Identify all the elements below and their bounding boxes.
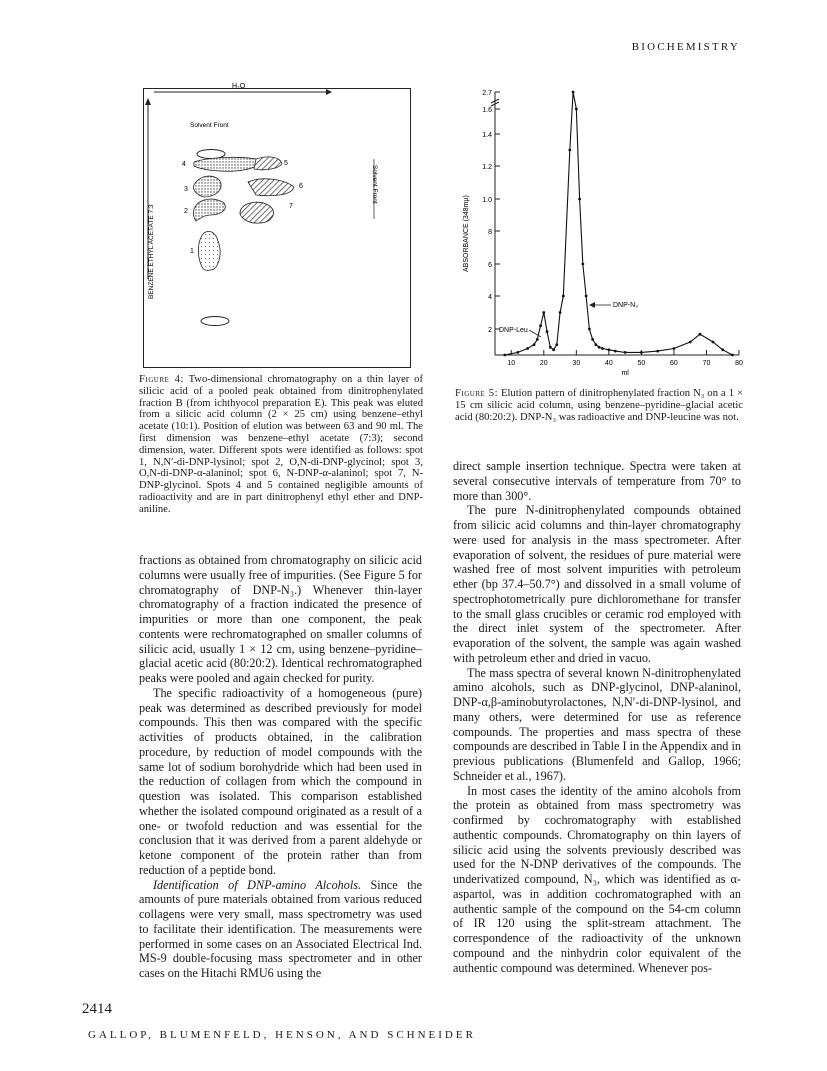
data-point: [539, 324, 542, 327]
y-axis-label: ABSORBANCE (348mμ): [463, 195, 470, 272]
data-point: [585, 295, 588, 298]
solvent-front-top-label: Solvent Front: [190, 122, 229, 129]
x-tick-label: 30: [572, 360, 581, 367]
left-column-text: [139, 553, 422, 981]
data-point: [552, 348, 555, 351]
data-point: [656, 350, 659, 353]
origin-top-spot: [197, 150, 225, 159]
paragraph: The pure N-dinitrophenylated compounds obtained from silicic acid columns and thin-layer chromatography were used for analysis in the mass spectrometer. After evaporation of solvent, the residues of pure material were washed free of most solvent impurities with petroleum ether (bp 37.4–50.7°) and dissolved in a small volume of spectrophotometrically pure dichloromethane for transfer to the small glass crucibles or ceramic rod employed with the direct inlet system of the spectrometer. After evaporation of the solvent, the sample was again washed with petroleum ether and dried in vacuo.: [453, 503, 741, 665]
data-point: [598, 346, 601, 349]
data-point: [699, 333, 702, 336]
x-tick-label: 50: [637, 360, 646, 367]
x-tick-label: 10: [507, 360, 516, 367]
spot-5: [254, 157, 282, 170]
svg-text:2: 2: [184, 208, 188, 215]
data-point: [601, 347, 604, 350]
y-tick-label: 1.4: [482, 132, 492, 139]
data-point: [546, 330, 549, 333]
data-point: [568, 149, 571, 152]
peak-label-arrowhead: [589, 302, 595, 308]
x-tick-label: 70: [702, 360, 711, 367]
data-point: [607, 348, 610, 351]
figure-4-chromatogram: [143, 83, 411, 368]
data-point: [689, 341, 692, 344]
data-point: [526, 347, 529, 350]
data-point: [673, 347, 676, 350]
paragraph: In most cases the identity of the amino alcohols from the protein as obtained from mass spectrometry was confirmed by cochromatography with established authentic compounds. Chromatography on thin layers of silicic acid using the solvents previously described was used for the N-DNP derivatives of the compounds. The underivatized compound, N₃, which was identified as α-aspartol, was in addition cochromatographed with an authentic sample of the compound on the 54-cm column of IR 120 using the split-stream attachment. The correspondence of the radioactivity of the unknown compound and the ninhydrin color equivalent of the authentic compound was determined. Whenever pos-: [453, 783, 741, 975]
x-axis-label: ml: [621, 370, 629, 377]
data-point: [562, 295, 565, 298]
series-line: [505, 92, 733, 355]
y-tick-label: 2.7: [482, 90, 492, 97]
y-tick-label: 1.0: [482, 197, 492, 204]
y-tick-label: 1.6: [482, 107, 492, 114]
spot-7: [240, 202, 274, 223]
paragraph: direct sample insertion technique. Spectra were taken at several consecutive intervals of temperature from 70° to more than 300°.: [453, 459, 741, 503]
y-tick-label: 8: [488, 229, 492, 236]
data-point: [559, 311, 562, 314]
x-tick-label: 80: [735, 360, 743, 367]
svg-text:5: 5: [284, 160, 288, 167]
origin-spot: [201, 317, 229, 326]
peak-label-dnp-leu: DNP-Leu: [499, 327, 528, 334]
solvent-front-side-label: Solvent Front: [371, 165, 378, 204]
data-point: [549, 346, 552, 349]
data-point: [624, 351, 627, 354]
data-point: [581, 263, 584, 266]
figure-5-caption: Figure 5: Elution pattern of dinitrophenylated fraction N₃ on a 1 × 15 cm silicic acid column, using benzene–pyridine–glacial acetic acid (80:20:2). DNP-N₃ was radioactive and DNP-leucine was not.: [455, 388, 743, 423]
y-tick-label: 2: [488, 327, 492, 334]
journal-header: BIOCHEMISTRY: [631, 41, 740, 53]
figure-5-chart: [455, 82, 745, 384]
svg-text:6: 6: [299, 183, 303, 190]
data-point: [533, 343, 536, 346]
x-tick-label: 40: [604, 360, 613, 367]
paragraph: Identification of DNP-amino Alcohols. Since the amounts of pure materials obtained from various reduced collagens were very small, mass spectrometry was used to facilitate their identification. The measurements were performed in some cases on an Associated Electrical Ind. MS-9 double-focusing mass spectrometer and in other cases on the Hitachi RMU6 using the: [139, 877, 422, 980]
data-point: [640, 351, 643, 354]
data-point: [555, 343, 558, 346]
data-point: [516, 351, 519, 354]
data-point: [572, 91, 575, 94]
first-dimension-label: BENZENE ETHYL ACETATE 7:3: [148, 204, 155, 299]
figure-4-caption: Figure 4: Two-dimensional chromatography on a thin layer of silicic acid of a pooled peak obtained from dinitrophenylated fraction B (from ichthyocol preparation E). This peak was eluted from a silicic acid column (2 × 25 cm) using benzene–ethyl acetate (10:1). Position of elution was between 63 and 90 ml. The first dimension was benzene–ethyl acetate (7:3); second dimension, water. Different spots were identified as follows: spot 1, N,N′-di-DNP-lysinol; spot 2, O,N-di-DNP-glycinol; spot 3, O,N-di-DNP-α-alaninol; spot 6, N-DNP-α-alaninol; spot 7, N-DNP-glycinol. Spots 4 and 5 contained negligible amounts of radioactivity and are in part dinitrophenyl ethyl ether and DNP-aniline.: [139, 374, 423, 515]
data-point: [721, 348, 724, 351]
x-tick-label: 20: [539, 360, 548, 367]
water-label: H₂O: [232, 83, 246, 90]
svg-text:7: 7: [289, 203, 293, 210]
y-tick-label: 6: [488, 262, 492, 269]
data-point: [614, 350, 617, 353]
elution-chart: [455, 82, 745, 384]
svg-text:4: 4: [182, 161, 186, 168]
data-point: [588, 328, 591, 331]
spot-1: [198, 231, 220, 270]
paragraph: fractions as obtained from chromatography on silicic acid columns were usually free of impurities. (See Figure 5 for chromatography of DNP-N₃.) Whenever thin-layer chromatography of a fraction indicated the presence of impurities or more than one component, the peak contents were rechromatographed on smaller columns of silicic acid, usually 1 × 12 cm, using benzene–pyridine–glacial acetic acid (80:20:2). Identical rechromatographed peaks were pooled and again checked for purity.: [139, 553, 422, 685]
spot-4: [194, 157, 258, 171]
y-tick-label: 4: [488, 294, 492, 301]
svg-text:3: 3: [184, 186, 188, 193]
section-heading: Identification of DNP-amino Alcohols.: [153, 877, 362, 892]
data-point: [591, 338, 594, 341]
data-point: [542, 311, 545, 314]
page-number: 2414: [82, 1001, 112, 1017]
data-point: [594, 343, 597, 346]
paragraph: The specific radioactivity of a homogeneous (pure) peak was determined as described previously for model compounds. This then was compared with the specific activities of products obtained, in the calibration procedure, by reduction of model compounds with the same lot of sodium borohydride which had been used in the reduction of collagen from which the compound in question was isolated. This comparison established whether the isolated compound originated as a result of a one- or twofold reduction and was essential for the conclusion that it was derived from a parent aldehyde or ketone component of the protein rather than from reduction of a peptide bond.: [139, 685, 422, 877]
spot-6: [248, 179, 294, 196]
spot-3: [193, 176, 221, 197]
y-tick-label: 1.2: [482, 164, 492, 171]
data-point: [578, 198, 581, 201]
paragraph: The mass spectra of several known N-dinitrophenylated amino alcohols, such as DNP-glycinol, DNP-alaninol, DNP-α,β-aminobutyrolactones, N,N′-di-DNP-lysinol, and many others, were determined for use as reference compounds. The properties and mass spectra of these compounds are described in Table I in the Appendix and in previous publications (Blumenfeld and Gallop, 1966; Schneider et al., 1967).: [453, 665, 741, 783]
spot-2: [193, 199, 225, 221]
x-tick-label: 60: [670, 360, 678, 367]
peak-label-dnp-n3: DNP-N₃: [613, 302, 639, 309]
right-column-text: [453, 459, 741, 975]
data-point: [712, 341, 715, 344]
data-point: [536, 338, 539, 341]
data-point: [731, 354, 734, 357]
author-footer: GALLOP, BLUMENFELD, HENSON, AND SCHNEIDER: [88, 1029, 476, 1041]
data-point: [575, 108, 578, 111]
data-point: [503, 354, 506, 357]
svg-text:1: 1: [190, 248, 194, 255]
